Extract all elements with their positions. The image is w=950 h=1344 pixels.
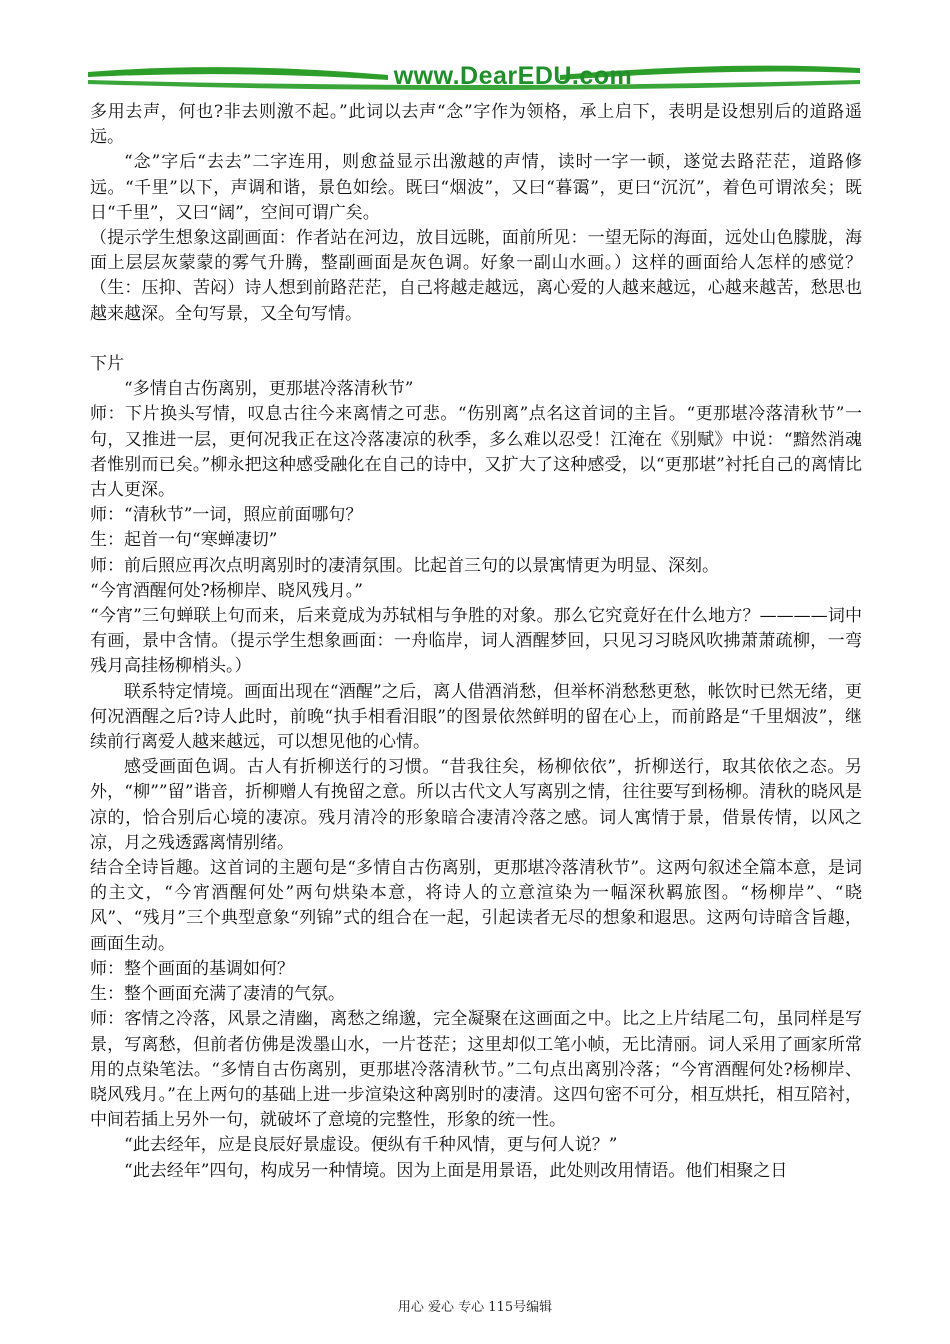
paragraph: 结合全诗旨趣。这首词的主题句是“多情自古伤离别，更那堪冷落清秋节”。这两句叙述全篇本意，是词的主文，“今宵酒醒何处”两句烘染本意，将诗人的立意渲染为一幅深秋羁旅图。“杨柳岸”、“晓风”、“残月”三个典型意象“列锦”式的组合在一起，引起读者无尽的想象和遐思。这两句诗暗含旨趣，画面生动。: [90, 858, 862, 954]
paragraph: 下片: [90, 354, 124, 375]
paragraph: “念”字后“去去”二字连用，则愈益显示出激越的声情，读时一字一顿，遂觉去路茫茫，道路修远。“千里”以下，声调和谐，景色如绘。既曰“烟波”，又曰“暮霭”，更曰“沉沉”，着色可谓浓矣；既日“千里”，又曰“阔”，空间可谓广矣。: [90, 152, 862, 223]
paragraph: 师：客情之冷落，风景之清幽，离愁之绵邈，完全凝聚在这画面之中。比之上片结尾二句，虽同样是写景，写离愁，但前者仿佛是泼墨山水，一片苍茫；这里却似工笔小帧，无比清丽。词人采用了画家所常用的点染笔法。“多情自古伤离别，更那堪冷落清秋节。”二句点出离别冷落；“今宵酒醒何处?杨柳岸、晓风残月。”在上两句的基础上进一步渲染这种离别时的凄清。这四句密不可分，相互烘托，相互陪衬，中间若插上另外一句，就破坏了意境的完整性，形象的统一性。: [90, 1009, 862, 1131]
paragraph: （提示学生想象这副画面：作者站在河边，放目远眺，面前所见：一望无际的海面，远处山色朦胧，海面上层层灰蒙蒙的雾气升腾，整副画面是灰色调。好象一副山水画。）这样的画面给人怎样的感觉？（生：压抑、苦闷）诗人想到前路茫茫，自己将越走越远，离心爱的人越来越远，心越来越苦，愁思也越来越深。全句写景，又全句写情。: [90, 228, 862, 324]
paragraph: 联系特定情境。画面出现在“酒醒”之后，离人借酒消愁，但举杯消愁愁更愁，帐饮时已然无绪，更何况酒醒之后?诗人此时，前晚“执手相看泪眼”的图景依然鲜明的留在心上，而前路是“千里烟波”，继续前行离爱人越来越远，可以想见他的心情。: [90, 681, 862, 753]
paragraph: 师：下片换头写情，叹息古往今来离情之可悲。“伤别离”点名这首词的主旨。“更那堪冷落清秋节”一句，又推进一层，更何况我正在这冷落凄凉的秋季，多么难以忍受！江淹在《别赋》中说：“黯然消魂者惟别而已矣。”柳永把这种感受融化在自己的诗中，又扩大了这种感受，以“更那堪”衬托自己的离情比古人更深。: [90, 404, 862, 501]
page-footer: 用心 爱心 专心 115号编辑: [397, 1300, 553, 1315]
paragraph: “此去经年”四句，构成另一种情境。因为上面是用景语，此处则改用情语。他们相聚之日: [124, 1160, 788, 1181]
site-header: [88, 58, 860, 98]
document-body: [90, 100, 862, 1184]
paragraph: 感受画面色调。古人有折柳送行的习惯。“昔我往矣，杨柳依依”，折柳送行，取其依依之态。另外，“柳””留”谐音，折柳赠人有挽留之意。所以古代文人写离别之情，往往要写到杨柳。清秋的晓风是凉的，恰合别后心境的凄凉。残月清冷的形象暗合凄清冷落之感。词人寓情于景，借景传情，以风之凉，月之残透露离情别绪。: [90, 757, 862, 853]
paragraph: 多用去声，何也?非去则激不起。”此词以去声“念”字作为领格，承上启下，表明是设想别后的道路遥远。: [90, 102, 862, 148]
paragraph: “今宵酒醒何处?杨柳岸、晓风残月。”: [90, 580, 363, 601]
paragraph: 师：“清秋节”一词，照应前面哪句？: [90, 505, 363, 526]
paragraph: 生：整个画面充满了凄清的气氛。: [90, 984, 345, 1005]
site-logo[interactable]: www.DearEDU.com: [393, 62, 633, 90]
paragraph: 师：整个画面的基调如何？: [90, 958, 294, 979]
paragraph: 师：前后照应再次点明离别时的凄清氛围。比起首三句的以景寓情更为明显、深刻。: [90, 555, 719, 576]
paragraph: 生：起首一句“寒蝉凄切”: [90, 530, 278, 551]
paragraph: “多情自古伤离别，更那堪冷落清秋节”: [124, 379, 414, 400]
paragraph: “此去经年，应是良辰好景虚设。便纵有千种风情，更与何人说？”: [124, 1135, 618, 1156]
blank-line: [90, 327, 862, 352]
paragraph: “今宵”三句蝉联上句而来，后来竟成为苏轼相与争胜的对象。那么它究竟好在什么地方？————词中有画，景中含情。（提示学生想象画面：一舟临岸，词人酒醒梦回，只见习习晓风吹拂萧萧疏柳，一弯残月高挂杨柳梢头。）: [90, 606, 862, 677]
